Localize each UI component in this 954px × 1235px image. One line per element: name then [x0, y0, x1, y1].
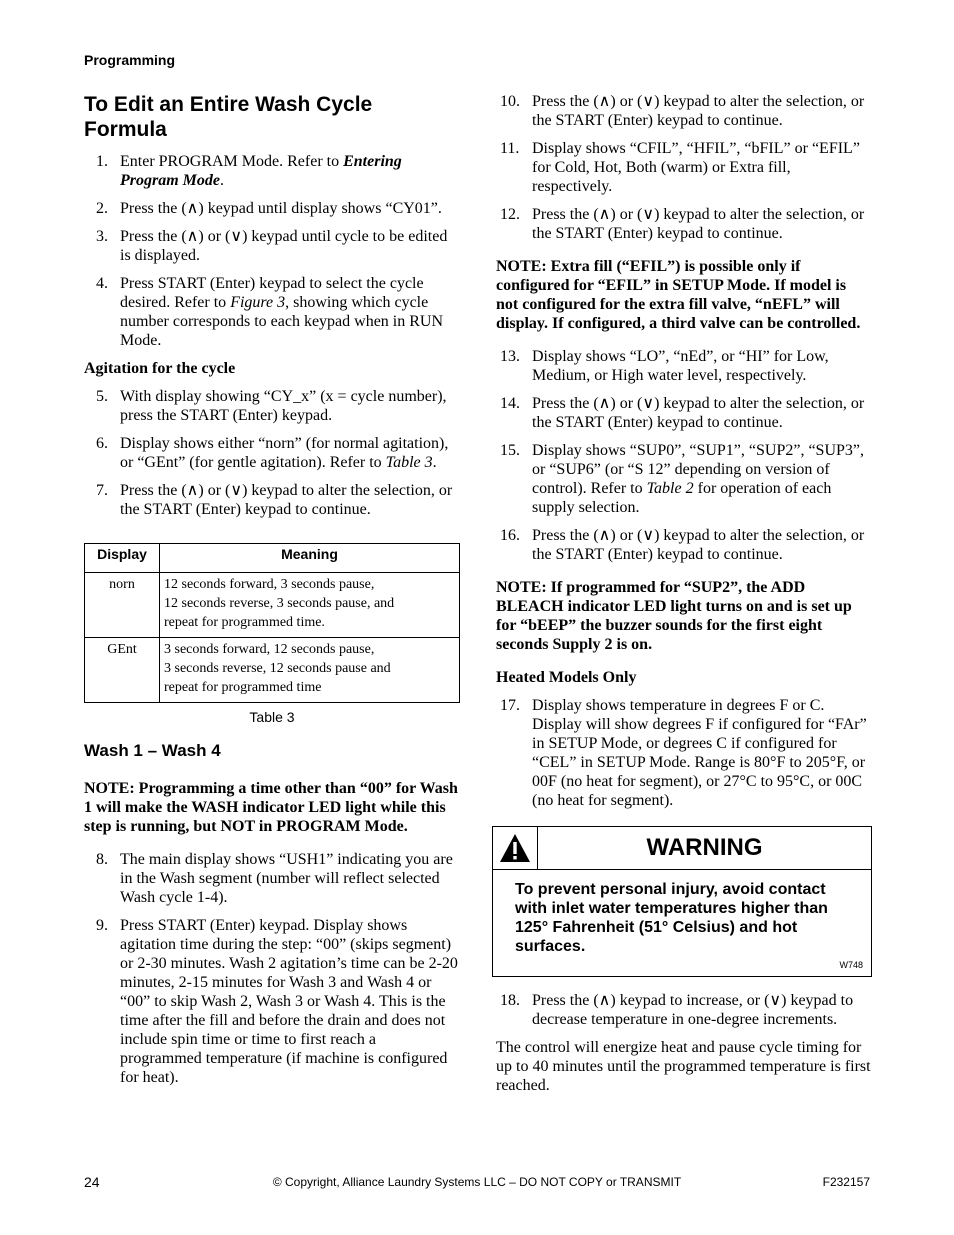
- step-text: Display shows “LO”, “nEd”, or “HI” for Low, Medium, or High water level, respectively.: [532, 348, 829, 384]
- list-item: [84, 387, 460, 425]
- table-cell-meaning: [160, 638, 460, 703]
- list-item: [496, 139, 872, 196]
- section-label: Programming: [84, 52, 176, 68]
- list-item: [496, 696, 872, 810]
- meaning-line: repeat for programmed time.: [164, 615, 325, 630]
- step-number: 1.: [96, 153, 108, 170]
- list-item: [84, 850, 460, 907]
- step-number: 8.: [96, 851, 108, 868]
- list-item: [496, 92, 872, 130]
- steps-list-e: [496, 347, 872, 564]
- step-number: 12.: [500, 206, 520, 223]
- step-number: 5.: [96, 388, 108, 405]
- meaning-line: 12 seconds reverse, 3 seconds pause, and: [164, 596, 395, 611]
- step-text: [120, 152, 460, 190]
- efil-note: NOTE: Extra fill (“EFIL”) is possible only if configured for “EFIL” in SETUP Mode. If model is not configured for the extra fill valve, “nEFL” will display. If configured, a third valve can be controlled.: [496, 258, 861, 332]
- warning-title: WARNING: [646, 834, 763, 861]
- table-cell-display: GEnt: [85, 638, 160, 703]
- step-text: Press the (∧) keypad to increase, or (∨) keypad to decrease temperature in one-degree increments.: [532, 992, 854, 1028]
- step-text: Press the (∧) or (∨) keypad to alter the selection, or the START (Enter) keypad to continue.: [532, 206, 865, 242]
- step-text-part: .: [432, 454, 437, 471]
- list-item: [84, 199, 460, 218]
- step-number: 6.: [96, 435, 108, 452]
- agitation-table: [84, 543, 460, 703]
- step-text-part: Display shows “SUP0”, “SUP1”, “SUP2”, “SUP3”, or “SUP6” (or “S 12” depending on version of control). Refer to: [532, 442, 864, 497]
- steps-list-g: [496, 991, 872, 1029]
- cross-reference: Table 2: [646, 480, 694, 497]
- list-item: [496, 991, 872, 1029]
- step-text: Press the (∧) or (∨) keypad to alter the selection, or the START (Enter) keypad to continue.: [532, 93, 865, 129]
- meaning-line: 3 seconds reverse, 12 seconds pause and: [164, 661, 391, 676]
- document-number: F232157: [822, 1175, 870, 1189]
- table-header-display: Display: [85, 544, 160, 573]
- step-number: 3.: [96, 228, 108, 245]
- table-cell-meaning: [160, 573, 460, 638]
- step-number: 9.: [96, 917, 108, 934]
- step-text: Press the (∧) or (∨) keypad to alter the selection, or the START (Enter) keypad to continue.: [532, 527, 865, 563]
- step-text: Display shows temperature in degrees F or C. Display will show degrees F if configured for “FAr” in SETUP Mode, or degrees C if configured for “CEL” in SETUP Mode. Range is 80°F to 205°F, or 00F (no heat for segment), or 27°C to 95°C, or 00C (no heat for segment).: [532, 697, 867, 809]
- warning-triangle-icon: [499, 833, 531, 863]
- step-text: Press the (∧) or (∨) keypad to alter the selection, or the START (Enter) keypad to continue.: [120, 482, 453, 518]
- table-caption: Table 3: [249, 709, 295, 725]
- left-column: [84, 92, 460, 1096]
- step-text: Press START (Enter) keypad. Display shows agitation time during the step: “00” (skips segment) or 2-30 minutes. Wash 2 agitation’s time can be 2-20 minutes, 2-15 minutes for Wash 3 and Wash 4 or “00” to skip Wash 2, Wash 3 or Wash 4. This is the time after the fill and before the drain and does not include spin time or time to first reach a programmed temperature (if machine is configured for heat).: [120, 917, 458, 1086]
- closing-paragraph: The control will energize heat and pause cycle timing for up to 40 minutes until the programmed temperature is first reached.: [496, 1039, 871, 1094]
- step-text: [120, 274, 460, 350]
- step-number: 7.: [96, 482, 108, 499]
- step-number: 11.: [500, 140, 520, 157]
- steps-list-f: [496, 696, 872, 810]
- list-item: [496, 441, 872, 517]
- step-number: 14.: [500, 395, 520, 412]
- heated-heading: Heated Models Only: [496, 669, 637, 686]
- warning-box: [492, 826, 872, 977]
- step-number: 2.: [96, 200, 108, 217]
- agitation-heading: Agitation for the cycle: [84, 360, 236, 377]
- steps-list-c: [84, 850, 460, 1087]
- step-text-part: .: [220, 172, 224, 189]
- cross-reference: Figure 3: [230, 294, 286, 311]
- step-text-part: Press START (Enter) keypad to select the cycle desired. Refer to: [120, 275, 424, 311]
- page-number: 24: [84, 1174, 100, 1190]
- sup2-note: NOTE: If programmed for “SUP2”, the ADD BLEACH indicator LED light turns on and is set up for “bEEP” the buzzer sounds for the first eight seconds Supply 2 is on.: [496, 579, 852, 653]
- wash-note: NOTE: Programming a time other than “00” for Wash 1 will make the WASH indicator LED light while this step is running, but NOT in PROGRAM Mode.: [84, 780, 458, 835]
- list-item: [84, 152, 460, 190]
- steps-list-d: [496, 92, 872, 243]
- table-header-meaning: Meaning: [160, 544, 460, 573]
- step-number: 15.: [500, 442, 520, 459]
- list-item: [496, 526, 872, 564]
- meaning-line: 3 seconds forward, 12 seconds pause,: [164, 642, 375, 657]
- table-cell-display: norn: [85, 573, 160, 638]
- table-row: [85, 638, 460, 703]
- cross-reference: Entering Program Mode: [120, 153, 402, 189]
- warning-code: W748: [839, 960, 863, 970]
- table-row: [85, 573, 460, 638]
- step-text-part: , showing which cycle number corresponds to each keypad when in RUN Mode.: [120, 294, 444, 349]
- meaning-line: 12 seconds forward, 3 seconds pause,: [164, 577, 375, 592]
- step-number: 17.: [500, 697, 520, 714]
- step-text: Display shows “CFIL”, “HFIL”, “bFIL” or “EFIL” for Cold, Hot, Both (warm) or Extra fill, respectively.: [532, 140, 860, 195]
- wash-heading: Wash 1 – Wash 4: [84, 741, 221, 760]
- step-text: The main display shows “USH1” indicating you are in the Wash segment (number will reflect selected Wash cycle 1-4).: [120, 851, 453, 906]
- copyright-notice: © Copyright, Alliance Laundry Systems LLC – DO NOT COPY or TRANSMIT: [272, 1175, 682, 1189]
- step-number: 4.: [96, 275, 108, 292]
- step-number: 10.: [500, 93, 520, 110]
- cross-reference: Table 3: [385, 454, 433, 471]
- list-item: [84, 274, 460, 350]
- step-text: With display showing “CY_x” (x = cycle number), press the START (Enter) keypad.: [120, 388, 447, 424]
- page-title: To Edit an Entire Wash Cycle Formula: [84, 93, 373, 141]
- list-item: [84, 434, 460, 472]
- meaning-line: repeat for programmed time: [164, 680, 322, 695]
- list-item: [496, 205, 872, 243]
- warning-text: To prevent personal injury, avoid contact with inlet water temperatures higher than 125° Fahrenheit (51° Celsius) and hot surfaces.: [515, 881, 828, 955]
- list-item: [496, 347, 872, 385]
- step-text: Press the (∧) or (∨) keypad to alter the selection, or the START (Enter) keypad to continue.: [532, 395, 865, 431]
- warning-header: [493, 827, 871, 870]
- right-column: [496, 92, 872, 1095]
- list-item: [84, 227, 460, 265]
- step-text: [120, 434, 460, 472]
- step-text: [532, 441, 872, 517]
- step-text-part: for operation of each supply selection.: [532, 480, 832, 516]
- step-text: Press the (∧) keypad until display shows “CY01”.: [120, 200, 442, 217]
- steps-list-a: [84, 152, 460, 350]
- list-item: [84, 916, 460, 1087]
- step-number: 13.: [500, 348, 520, 365]
- steps-list-b: [84, 387, 460, 519]
- warning-icon-cell: [493, 827, 538, 869]
- step-number: 18.: [500, 992, 520, 1009]
- step-text-part: Enter PROGRAM Mode. Refer to: [120, 153, 344, 170]
- step-text-part: Display shows either “norn” (for normal agitation), or “GEnt” (for gentle agitation). Refer to: [120, 435, 449, 471]
- list-item: [496, 394, 872, 432]
- step-text: Press the (∧) or (∨) keypad until cycle to be edited is displayed.: [120, 228, 448, 264]
- list-item: [84, 481, 460, 519]
- step-number: 16.: [500, 527, 520, 544]
